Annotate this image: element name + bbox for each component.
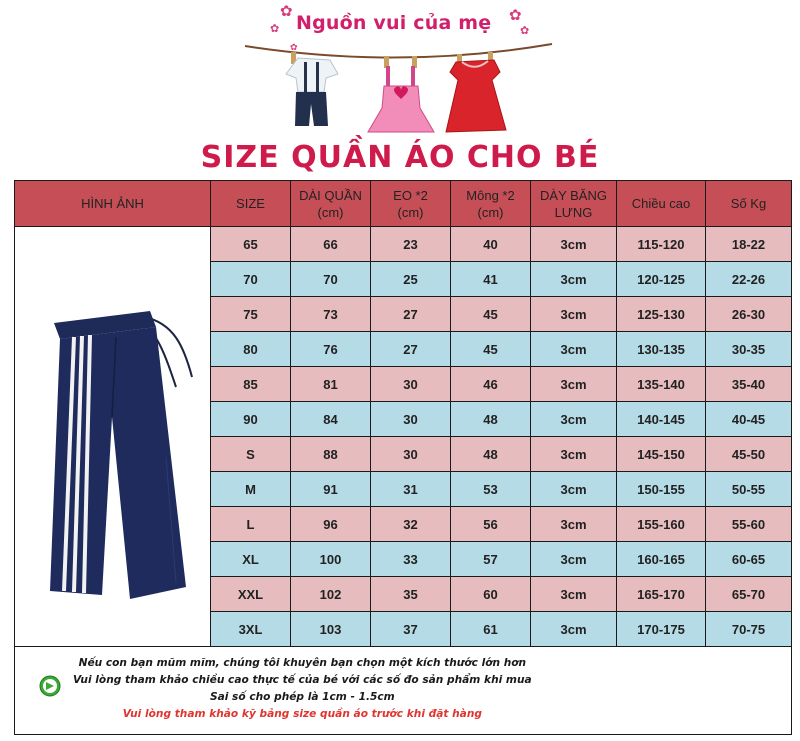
size-cell: XXL bbox=[211, 577, 291, 612]
track-pants-photo bbox=[16, 227, 210, 643]
footer-row bbox=[15, 647, 792, 735]
hip-cell: 48 bbox=[451, 402, 531, 437]
table-row bbox=[15, 227, 792, 262]
header-hip: Mông *2 (cm) bbox=[451, 181, 531, 227]
product-image-cell bbox=[15, 227, 211, 647]
size-cell: M bbox=[211, 472, 291, 507]
waistband-cell: 3cm bbox=[531, 472, 617, 507]
note-text: Vui lòng tham khảo chiều cao thực tế của bé với các số đo sản phẩm khi mua bbox=[73, 674, 532, 686]
length-cell: 70 bbox=[291, 262, 371, 297]
pink-overall-dress-illustration bbox=[368, 56, 434, 132]
height-cell: 150-155 bbox=[617, 472, 706, 507]
flower-icon: ✿ bbox=[290, 42, 298, 52]
notes-cell bbox=[15, 647, 792, 735]
waist-cell: 31 bbox=[371, 472, 451, 507]
length-cell: 102 bbox=[291, 577, 371, 612]
size-cell: 70 bbox=[211, 262, 291, 297]
waist-cell: 37 bbox=[371, 612, 451, 647]
hip-cell: 45 bbox=[451, 332, 531, 367]
note-text: Sai số cho phép là 1cm - 1.5cm bbox=[209, 691, 395, 703]
hip-cell: 40 bbox=[451, 227, 531, 262]
length-cell: 84 bbox=[291, 402, 371, 437]
height-cell: 125-130 bbox=[617, 297, 706, 332]
weight-cell: 40-45 bbox=[706, 402, 792, 437]
length-cell: 100 bbox=[291, 542, 371, 577]
height-cell: 135-140 bbox=[617, 367, 706, 402]
flower-icon: ✿ bbox=[509, 7, 522, 24]
waistband-cell: 3cm bbox=[531, 367, 617, 402]
length-cell: 88 bbox=[291, 437, 371, 472]
hip-cell: 45 bbox=[451, 297, 531, 332]
header-weight: Số Kg bbox=[706, 181, 792, 227]
length-cell: 96 bbox=[291, 507, 371, 542]
length-cell: 91 bbox=[291, 472, 371, 507]
size-cell: 65 bbox=[211, 227, 291, 262]
header-size: SIZE bbox=[211, 181, 291, 227]
waist-cell: 25 bbox=[371, 262, 451, 297]
height-cell: 170-175 bbox=[617, 612, 706, 647]
length-cell: 103 bbox=[291, 612, 371, 647]
waist-cell: 30 bbox=[371, 367, 451, 402]
clothesline-illustration bbox=[0, 0, 800, 140]
header-waistband: DÀY BĂNG LƯNG bbox=[531, 181, 617, 227]
hip-cell: 56 bbox=[451, 507, 531, 542]
height-cell: 145-150 bbox=[617, 437, 706, 472]
waistband-cell: 3cm bbox=[531, 402, 617, 437]
warning-text: Vui lòng tham khảo kỹ bảng size quần áo trước khi đặt hàng bbox=[122, 708, 482, 720]
size-cell: L bbox=[211, 507, 291, 542]
green-arrow-icon bbox=[39, 675, 61, 697]
weight-cell: 30-35 bbox=[706, 332, 792, 367]
header-length: DÀI QUẦN (cm) bbox=[291, 181, 371, 227]
weight-cell: 18-22 bbox=[706, 227, 792, 262]
brand-name: Nguồn vui của mẹ bbox=[296, 12, 492, 34]
height-cell: 165-170 bbox=[617, 577, 706, 612]
size-cell: S bbox=[211, 437, 291, 472]
waistband-cell: 3cm bbox=[531, 542, 617, 577]
weight-cell: 50-55 bbox=[706, 472, 792, 507]
header-waist: EO *2 (cm) bbox=[371, 181, 451, 227]
flower-icon: ✿ bbox=[270, 23, 280, 35]
size-cell: 90 bbox=[211, 402, 291, 437]
waist-cell: 30 bbox=[371, 402, 451, 437]
waist-cell: 23 bbox=[371, 227, 451, 262]
size-cell: 85 bbox=[211, 367, 291, 402]
hip-cell: 60 bbox=[451, 577, 531, 612]
waistband-cell: 3cm bbox=[531, 332, 617, 367]
hip-cell: 41 bbox=[451, 262, 531, 297]
waist-cell: 27 bbox=[371, 332, 451, 367]
hip-cell: 48 bbox=[451, 437, 531, 472]
waist-cell: 32 bbox=[371, 507, 451, 542]
length-cell: 81 bbox=[291, 367, 371, 402]
banner bbox=[0, 0, 800, 180]
weight-cell: 55-60 bbox=[706, 507, 792, 542]
waistband-cell: 3cm bbox=[531, 507, 617, 542]
size-cell: 75 bbox=[211, 297, 291, 332]
weight-cell: 45-50 bbox=[706, 437, 792, 472]
length-cell: 76 bbox=[291, 332, 371, 367]
size-cell: 3XL bbox=[211, 612, 291, 647]
height-cell: 140-145 bbox=[617, 402, 706, 437]
waistband-cell: 3cm bbox=[531, 262, 617, 297]
table-header-row bbox=[15, 181, 792, 227]
note-text: Nếu con bạn mũm mĩm, chúng tôi khuyên bạn chọn một kích thước lớn hơn bbox=[78, 657, 527, 669]
waistband-cell: 3cm bbox=[531, 437, 617, 472]
page-title: SIZE QUẦN ÁO CHO BÉ bbox=[200, 140, 600, 175]
height-cell: 120-125 bbox=[617, 262, 706, 297]
weight-cell: 26-30 bbox=[706, 297, 792, 332]
waist-cell: 35 bbox=[371, 577, 451, 612]
waistband-cell: 3cm bbox=[531, 577, 617, 612]
height-cell: 160-165 bbox=[617, 542, 706, 577]
weight-cell: 65-70 bbox=[706, 577, 792, 612]
size-cell: 80 bbox=[211, 332, 291, 367]
weight-cell: 22-26 bbox=[706, 262, 792, 297]
waist-cell: 27 bbox=[371, 297, 451, 332]
waistband-cell: 3cm bbox=[531, 612, 617, 647]
height-cell: 115-120 bbox=[617, 227, 706, 262]
hip-cell: 53 bbox=[451, 472, 531, 507]
height-cell: 155-160 bbox=[617, 507, 706, 542]
waistband-cell: 3cm bbox=[531, 297, 617, 332]
waistband-cell: 3cm bbox=[531, 227, 617, 262]
weight-cell: 35-40 bbox=[706, 367, 792, 402]
length-cell: 66 bbox=[291, 227, 371, 262]
size-table bbox=[14, 180, 792, 735]
red-dress-illustration bbox=[446, 52, 506, 132]
waist-cell: 33 bbox=[371, 542, 451, 577]
waist-cell: 30 bbox=[371, 437, 451, 472]
flower-icon: ✿ bbox=[520, 25, 530, 37]
flower-icon: ✿ bbox=[280, 3, 293, 20]
height-cell: 130-135 bbox=[617, 332, 706, 367]
length-cell: 73 bbox=[291, 297, 371, 332]
header-image: HÌNH ẢNH bbox=[15, 181, 211, 227]
notes-list bbox=[73, 655, 532, 723]
weight-cell: 60-65 bbox=[706, 542, 792, 577]
weight-cell: 70-75 bbox=[706, 612, 792, 647]
hip-cell: 61 bbox=[451, 612, 531, 647]
header-height: Chiều cao bbox=[617, 181, 706, 227]
hip-cell: 57 bbox=[451, 542, 531, 577]
boy-outfit-illustration bbox=[286, 52, 338, 126]
size-cell: XL bbox=[211, 542, 291, 577]
hip-cell: 46 bbox=[451, 367, 531, 402]
